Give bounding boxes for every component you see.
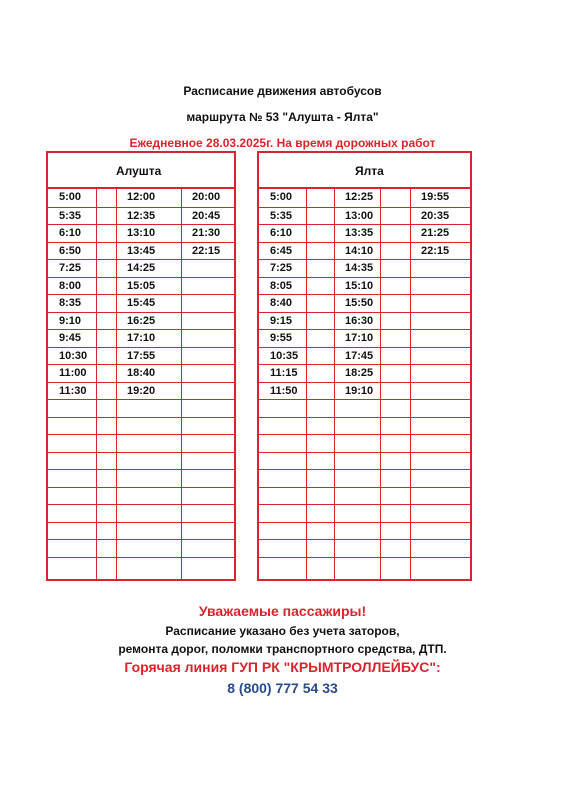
time-cell bbox=[96, 364, 116, 382]
time-cell bbox=[410, 382, 470, 400]
time-cell: 14:25 bbox=[116, 259, 181, 277]
time-cell: 19:20 bbox=[116, 382, 181, 400]
timetable-row bbox=[259, 347, 470, 365]
time-cell: 20:00 bbox=[192, 191, 221, 203]
time-cell bbox=[410, 504, 470, 522]
time-cell: 19:10 bbox=[334, 382, 380, 400]
time-cell bbox=[306, 557, 334, 575]
time-cell bbox=[380, 294, 410, 312]
time-cell bbox=[410, 417, 470, 435]
time-cell: 21:25 bbox=[410, 224, 470, 242]
time-cell bbox=[380, 364, 410, 382]
time-cell: 20:35 bbox=[410, 207, 470, 225]
timetable-row bbox=[259, 504, 470, 522]
time-cell: 22:15 bbox=[410, 242, 470, 260]
timetable-row bbox=[48, 329, 234, 347]
station-header-alushta bbox=[48, 153, 234, 189]
time-cell bbox=[181, 382, 234, 400]
time-cell bbox=[306, 329, 334, 347]
timetable-row bbox=[259, 434, 470, 452]
timetable-row bbox=[48, 504, 234, 522]
time-cell: 20:45 bbox=[181, 207, 234, 225]
time-cell bbox=[181, 434, 234, 452]
time-cell: 6:50 bbox=[48, 242, 96, 260]
time-cell bbox=[48, 434, 96, 452]
time-cell: 8:05 bbox=[259, 277, 306, 295]
time-cell bbox=[410, 364, 470, 382]
timetable-row bbox=[259, 189, 470, 207]
timetable-alushta bbox=[48, 189, 234, 574]
timetable-separator bbox=[234, 151, 259, 581]
time-cell bbox=[181, 522, 234, 540]
time-cell: 14:35 bbox=[334, 259, 380, 277]
time-cell bbox=[96, 312, 116, 330]
time-cell bbox=[116, 417, 181, 435]
time-cell bbox=[181, 312, 234, 330]
time-cell bbox=[380, 259, 410, 277]
timetable-row bbox=[259, 382, 470, 400]
time-cell bbox=[334, 434, 380, 452]
time-cell: 11:50 bbox=[259, 382, 306, 400]
time-cell: 8:00 bbox=[48, 277, 96, 295]
timetable-row bbox=[259, 364, 470, 382]
time-cell bbox=[96, 487, 116, 505]
time-cell bbox=[48, 522, 96, 540]
time-cell bbox=[410, 277, 470, 295]
notice-line: ремонта дорог, поломки транспортного средства, ДТП. bbox=[118, 642, 447, 656]
time-cell bbox=[306, 417, 334, 435]
time-cell bbox=[410, 399, 470, 417]
column-divider bbox=[334, 189, 335, 579]
hotline-phone: 8 (800) 777 54 33 bbox=[227, 680, 338, 696]
time-cell: 22:15 bbox=[181, 242, 234, 260]
time-cell bbox=[380, 277, 410, 295]
time-cell bbox=[48, 452, 96, 470]
time-cell bbox=[96, 399, 116, 417]
time-cell bbox=[410, 312, 470, 330]
time-cell bbox=[380, 452, 410, 470]
column-divider bbox=[96, 189, 97, 579]
timetable-row bbox=[48, 347, 234, 365]
time-cell bbox=[410, 294, 470, 312]
timetable-row bbox=[259, 487, 470, 505]
time-cell bbox=[181, 364, 234, 382]
time-cell: 11:30 bbox=[48, 382, 96, 400]
time-cell bbox=[259, 557, 306, 575]
timetable-row bbox=[259, 539, 470, 557]
time-cell bbox=[380, 469, 410, 487]
time-cell: 9:45 bbox=[48, 329, 96, 347]
time-cell bbox=[306, 382, 334, 400]
time-cell bbox=[334, 452, 380, 470]
time-cell bbox=[306, 399, 334, 417]
time-cell bbox=[380, 504, 410, 522]
time-cell bbox=[410, 259, 470, 277]
time-cell bbox=[306, 364, 334, 382]
timetable-row bbox=[259, 522, 470, 540]
time-cell bbox=[96, 277, 116, 295]
time-cell bbox=[96, 329, 116, 347]
time-cell bbox=[96, 557, 116, 575]
time-cell bbox=[96, 259, 116, 277]
timetable-row bbox=[48, 452, 234, 470]
time-cell: 15:10 bbox=[334, 277, 380, 295]
time-cell: 6:10 bbox=[259, 224, 306, 242]
time-cell bbox=[116, 487, 181, 505]
timetable-row bbox=[48, 469, 234, 487]
time-cell: 12:00 bbox=[127, 191, 156, 203]
time-cell bbox=[334, 399, 380, 417]
timetable-row bbox=[48, 224, 234, 242]
time-cell bbox=[306, 259, 334, 277]
time-cell bbox=[334, 539, 380, 557]
time-cell: 16:30 bbox=[334, 312, 380, 330]
station-name: Ялта bbox=[355, 164, 384, 178]
timetable-row bbox=[48, 417, 234, 435]
timetable-row bbox=[259, 329, 470, 347]
time-cell bbox=[116, 469, 181, 487]
time-cell: 8:40 bbox=[259, 294, 306, 312]
time-cell bbox=[181, 329, 234, 347]
time-cell bbox=[96, 417, 116, 435]
time-cell bbox=[96, 382, 116, 400]
time-cell bbox=[259, 399, 306, 417]
time-cell bbox=[116, 539, 181, 557]
time-cell bbox=[181, 347, 234, 365]
route-title: маршрута № 53 "Алушта - Ялта" bbox=[186, 110, 379, 124]
time-cell: 13:10 bbox=[116, 224, 181, 242]
timetable-row bbox=[259, 417, 470, 435]
time-cell bbox=[181, 452, 234, 470]
column-divider bbox=[410, 189, 411, 579]
time-cell bbox=[96, 242, 116, 260]
time-cell bbox=[334, 417, 380, 435]
time-cell bbox=[48, 557, 96, 575]
time-cell bbox=[96, 294, 116, 312]
time-cell: 5:00 bbox=[270, 191, 293, 203]
time-cell bbox=[259, 417, 306, 435]
time-cell bbox=[116, 434, 181, 452]
time-cell bbox=[306, 504, 334, 522]
time-cell bbox=[181, 399, 234, 417]
timetable-row bbox=[259, 242, 470, 260]
time-cell: 7:25 bbox=[259, 259, 306, 277]
time-cell bbox=[116, 452, 181, 470]
time-cell bbox=[306, 294, 334, 312]
time-cell bbox=[380, 189, 410, 207]
time-cell bbox=[116, 522, 181, 540]
time-cell: 6:45 bbox=[259, 242, 306, 260]
timetable-row bbox=[259, 224, 470, 242]
time-cell bbox=[306, 224, 334, 242]
time-cell: 6:10 bbox=[48, 224, 96, 242]
time-cell bbox=[96, 539, 116, 557]
time-cell bbox=[380, 399, 410, 417]
notice-line: Расписание указано без учета заторов, bbox=[165, 624, 400, 638]
time-cell bbox=[48, 399, 96, 417]
time-cell: 15:05 bbox=[116, 277, 181, 295]
time-cell: 14:10 bbox=[334, 242, 380, 260]
time-cell bbox=[306, 434, 334, 452]
column-divider bbox=[181, 189, 182, 579]
schedule-subtitle: Ежедневное 28.03.2025г. На время дорожных работ bbox=[129, 136, 436, 150]
time-cell bbox=[334, 504, 380, 522]
time-cell bbox=[259, 452, 306, 470]
timetable-row bbox=[259, 312, 470, 330]
time-cell: 19:55 bbox=[421, 191, 450, 203]
time-cell bbox=[306, 277, 334, 295]
time-cell bbox=[380, 347, 410, 365]
time-cell: 7:25 bbox=[48, 259, 96, 277]
time-cell: 10:30 bbox=[48, 347, 96, 365]
notice-title: Уважаемые пассажиры! bbox=[198, 603, 367, 619]
timetable-row bbox=[48, 399, 234, 417]
time-cell: 12:25 bbox=[345, 191, 374, 203]
timetable-row bbox=[48, 294, 234, 312]
time-cell: 9:10 bbox=[48, 312, 96, 330]
schedule-title: Расписание движения автобусов bbox=[183, 84, 382, 98]
timetable-row bbox=[259, 277, 470, 295]
time-cell: 5:35 bbox=[259, 207, 306, 225]
time-cell: 11:00 bbox=[48, 364, 96, 382]
time-cell bbox=[259, 487, 306, 505]
time-cell bbox=[380, 224, 410, 242]
timetable-row bbox=[48, 539, 234, 557]
time-cell bbox=[306, 242, 334, 260]
time-cell bbox=[380, 557, 410, 575]
timetable-row bbox=[48, 207, 234, 225]
time-cell bbox=[334, 522, 380, 540]
time-cell bbox=[410, 487, 470, 505]
time-cell: 16:25 bbox=[116, 312, 181, 330]
time-cell bbox=[181, 277, 234, 295]
time-cell bbox=[116, 399, 181, 417]
time-cell bbox=[410, 452, 470, 470]
timetable-row bbox=[48, 364, 234, 382]
time-cell bbox=[380, 329, 410, 347]
column-divider bbox=[306, 189, 307, 579]
column-divider bbox=[380, 189, 381, 579]
timetable-row bbox=[48, 189, 234, 207]
time-cell: 15:50 bbox=[334, 294, 380, 312]
time-cell bbox=[96, 452, 116, 470]
time-cell bbox=[96, 347, 116, 365]
time-cell: 5:00 bbox=[59, 191, 82, 203]
time-cell: 12:35 bbox=[116, 207, 181, 225]
station-name: Алушта bbox=[116, 164, 162, 178]
time-cell bbox=[380, 487, 410, 505]
time-cell bbox=[96, 224, 116, 242]
timetable-row bbox=[259, 399, 470, 417]
timetable-row bbox=[48, 277, 234, 295]
time-cell bbox=[306, 539, 334, 557]
time-cell: 18:40 bbox=[116, 364, 181, 382]
station-header-yalta bbox=[259, 153, 470, 189]
time-cell bbox=[48, 417, 96, 435]
time-cell: 5:35 bbox=[48, 207, 96, 225]
time-cell bbox=[259, 504, 306, 522]
time-cell bbox=[181, 294, 234, 312]
timetable-row bbox=[48, 522, 234, 540]
time-cell bbox=[96, 434, 116, 452]
time-cell bbox=[380, 312, 410, 330]
column-divider bbox=[116, 189, 117, 579]
time-cell bbox=[48, 539, 96, 557]
timetable-row bbox=[48, 242, 234, 260]
time-cell: 17:10 bbox=[116, 329, 181, 347]
time-cell: 13:45 bbox=[116, 242, 181, 260]
time-cell: 15:45 bbox=[116, 294, 181, 312]
time-cell bbox=[48, 469, 96, 487]
time-cell: 11:15 bbox=[259, 364, 306, 382]
time-cell bbox=[410, 329, 470, 347]
time-cell bbox=[410, 522, 470, 540]
time-cell bbox=[306, 522, 334, 540]
time-cell bbox=[410, 557, 470, 575]
time-cell bbox=[410, 539, 470, 557]
time-cell: 9:55 bbox=[259, 329, 306, 347]
timetable-row bbox=[259, 469, 470, 487]
time-cell: 17:45 bbox=[334, 347, 380, 365]
time-cell bbox=[181, 259, 234, 277]
time-cell: 18:25 bbox=[334, 364, 380, 382]
timetable-row bbox=[48, 312, 234, 330]
time-cell bbox=[306, 189, 334, 207]
time-cell: 9:15 bbox=[259, 312, 306, 330]
time-cell bbox=[306, 452, 334, 470]
time-cell bbox=[259, 522, 306, 540]
time-cell: 10:35 bbox=[259, 347, 306, 365]
time-cell bbox=[306, 207, 334, 225]
time-cell: 17:10 bbox=[334, 329, 380, 347]
timetable-row bbox=[259, 557, 470, 575]
time-cell bbox=[380, 242, 410, 260]
time-cell bbox=[96, 504, 116, 522]
time-cell bbox=[334, 469, 380, 487]
time-cell bbox=[334, 487, 380, 505]
time-cell bbox=[259, 469, 306, 487]
time-cell bbox=[306, 469, 334, 487]
time-cell bbox=[410, 347, 470, 365]
time-cell: 13:35 bbox=[334, 224, 380, 242]
time-cell bbox=[181, 504, 234, 522]
time-cell bbox=[306, 487, 334, 505]
time-cell bbox=[410, 434, 470, 452]
time-cell bbox=[48, 487, 96, 505]
time-cell bbox=[96, 522, 116, 540]
timetable-row bbox=[48, 487, 234, 505]
timetable-row bbox=[259, 207, 470, 225]
time-cell bbox=[116, 504, 181, 522]
hotline-label: Горячая линия ГУП РК "КРЫМТРОЛЛЕЙБУС": bbox=[124, 659, 441, 675]
timetable-row bbox=[259, 452, 470, 470]
timetable-row bbox=[48, 557, 234, 575]
time-cell bbox=[181, 487, 234, 505]
time-cell bbox=[259, 539, 306, 557]
time-cell bbox=[96, 207, 116, 225]
timetable-yalta bbox=[259, 189, 470, 574]
time-cell bbox=[380, 522, 410, 540]
time-cell bbox=[306, 312, 334, 330]
time-cell bbox=[116, 557, 181, 575]
time-cell bbox=[181, 469, 234, 487]
time-cell bbox=[181, 557, 234, 575]
time-cell bbox=[181, 539, 234, 557]
time-cell bbox=[410, 469, 470, 487]
timetable-row bbox=[48, 259, 234, 277]
time-cell: 8:35 bbox=[48, 294, 96, 312]
time-cell bbox=[48, 504, 96, 522]
time-cell bbox=[334, 557, 380, 575]
time-cell: 21:30 bbox=[181, 224, 234, 242]
timetable-row bbox=[259, 294, 470, 312]
time-cell bbox=[306, 347, 334, 365]
time-cell bbox=[380, 382, 410, 400]
time-cell bbox=[380, 539, 410, 557]
time-cell bbox=[181, 417, 234, 435]
time-cell bbox=[380, 434, 410, 452]
time-cell: 17:55 bbox=[116, 347, 181, 365]
time-cell bbox=[380, 417, 410, 435]
time-cell bbox=[259, 434, 306, 452]
time-cell bbox=[380, 207, 410, 225]
time-cell bbox=[96, 469, 116, 487]
timetable-row bbox=[259, 259, 470, 277]
time-cell bbox=[96, 189, 116, 207]
timetable-row bbox=[48, 434, 234, 452]
timetable-row bbox=[48, 382, 234, 400]
time-cell: 13:00 bbox=[334, 207, 380, 225]
